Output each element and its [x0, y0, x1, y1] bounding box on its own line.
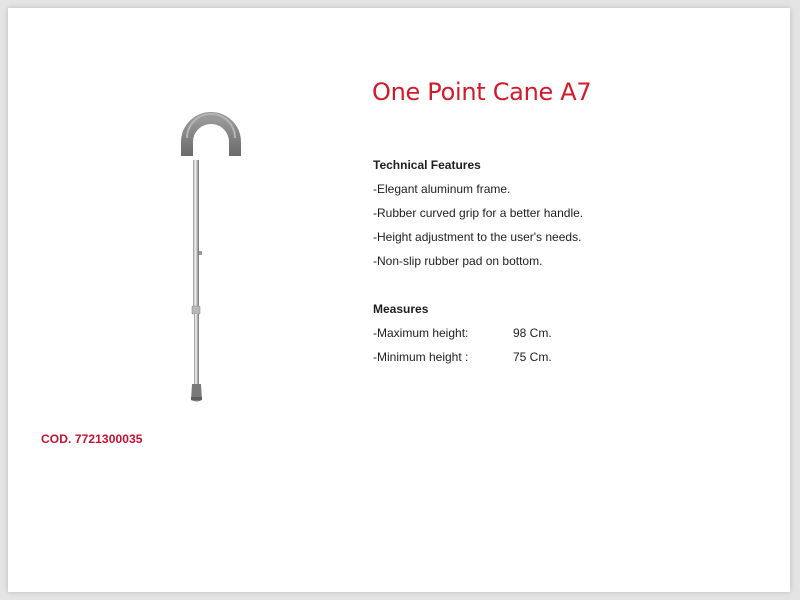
measure-row-minimum-height [373, 350, 552, 374]
measure-row-maximum-height [373, 326, 552, 350]
feature-item: -Height adjustment to the user's needs. [373, 230, 582, 244]
product-code: COD. 7721300035 [41, 432, 143, 446]
feature-item: -Elegant aluminum frame. [373, 182, 511, 196]
technical-features-heading: Technical Features [373, 158, 481, 172]
measure-value: 98 Cm. [513, 326, 552, 340]
walking-cane-icon [170, 108, 260, 408]
measure-value: 75 Cm. [513, 350, 552, 364]
measure-label: -Minimum height : [373, 350, 469, 364]
measure-label: -Maximum height: [373, 326, 469, 340]
feature-item: -Non-slip rubber pad on bottom. [373, 254, 543, 268]
product-sheet [8, 8, 790, 592]
product-title: One Point Cane A7 [372, 78, 592, 106]
technical-features-section [373, 158, 583, 278]
feature-item: -Rubber curved grip for a better handle. [373, 206, 584, 220]
measures-heading: Measures [373, 302, 429, 316]
measures-section [373, 302, 552, 374]
